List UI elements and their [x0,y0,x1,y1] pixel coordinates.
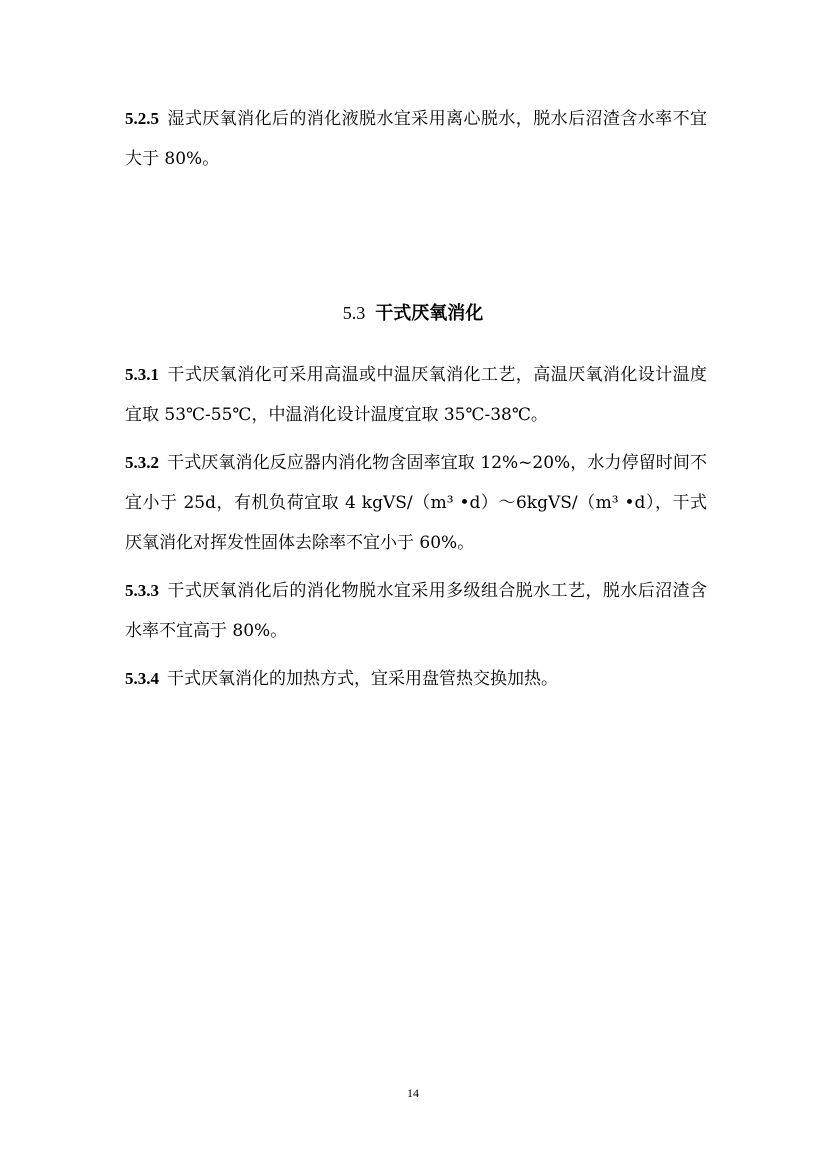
clause-text: 干式厌氧消化后的消化物脱水宜采用多级组合脱水工艺，脱水后沼渣含水率不宜高于 80%。 [125,581,707,641]
clause-text: 干式厌氧消化的加热方式，宜采用盘管热交换加热。 [167,669,558,689]
clause-5-3-3 [125,571,707,651]
page-number: 14 [407,1086,419,1100]
clause-number: 5.2.5 [125,109,159,128]
clause-text: 干式厌氧消化反应器内消化物含固率宜取 12%~20%，水力停留时间不宜小于 25d，有机负荷宜取 4 kgVS/（m³ •d）～6kgVS/（m³ •d），干式厌氧消化对挥发性固体去除率不宜小于 60%。 [125,453,707,553]
clause-number: 5.3.2 [125,453,159,472]
clause-number: 5.3.3 [125,581,159,600]
clause-text: 湿式厌氧消化后的消化液脱水宜采用离心脱水，脱水后沼渣含水率不宜大于 80%。 [125,109,707,169]
clause-5-3-4 [125,659,707,699]
clause-5-3-2 [125,443,707,563]
section-heading [0,298,826,329]
clause-5-3-1 [125,355,707,435]
clause-5-2-5 [125,99,707,179]
section-number: 5.3 [342,303,366,323]
clause-text: 干式厌氧消化可采用高温或中温厌氧消化工艺，高温厌氧消化设计温度宜取 53℃-55℃，中温消化设计温度宜取 35℃-38℃。 [125,365,707,425]
section-title: 干式厌氧消化 [375,303,484,324]
clause-number: 5.3.1 [125,365,159,384]
clause-number: 5.3.4 [125,669,159,688]
